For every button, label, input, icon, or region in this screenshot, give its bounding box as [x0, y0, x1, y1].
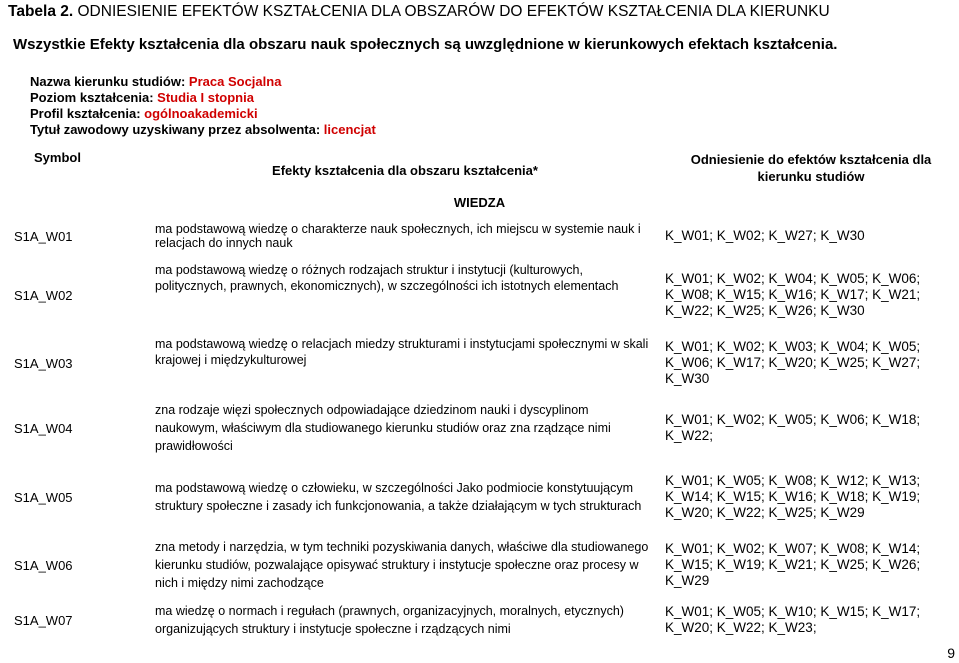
- table-row: [2, 331, 957, 395]
- section-wiedza: WIEDZA: [453, 194, 506, 210]
- meta-value-title: licencjat: [323, 122, 376, 137]
- row-reference: K_W01; K_W05; K_W08; K_W12; K_W13; K_W14; K_W15; K_W16; K_W18; K_W19; K_W20; K_W22; K_W25; K_W29: [665, 473, 921, 520]
- table-title-text: ODNIESIENIE EFEKTÓW KSZTAŁCENIA DLA OBSZARÓW DO EFEKTÓW KSZTAŁCENIA DLA KIERUNKU: [77, 3, 830, 20]
- row-effect: ma podstawową wiedzę o człowieku, w szczególności Jako podmiocie konstytuującym struktury społeczne i zasady ich funkcjonowania, a także działającym w tych strukturach: [155, 481, 642, 513]
- header-effects: Efekty kształcenia dla obszaru kształcenia*: [272, 163, 538, 178]
- row-symbol: S1A_W02: [14, 287, 73, 303]
- table-row: [2, 461, 957, 533]
- table-title-label: Tabela 2.: [8, 3, 74, 20]
- table-row: [2, 213, 957, 259]
- meta-value-level: Studia I stopnia: [157, 90, 254, 105]
- table-row: [2, 259, 957, 331]
- header-symbol: Symbol: [34, 150, 81, 165]
- row-reference: K_W01; K_W02; K_W04; K_W05; K_W06; K_W08; K_W15; K_W16; K_W17; K_W21; K_W22; K_W25; K_W26; K_W30: [665, 271, 921, 318]
- table-header-row: [2, 141, 957, 191]
- row-reference: K_W01; K_W02; K_W07; K_W08; K_W14; K_W15; K_W19; K_W21; K_W25; K_W26; K_W29: [665, 541, 921, 588]
- table-row: [2, 533, 957, 597]
- row-symbol: S1A_W06: [14, 557, 73, 573]
- row-reference: K_W01; K_W02; K_W27; K_W30: [665, 228, 865, 243]
- table-row: [2, 395, 957, 461]
- row-symbol: S1A_W05: [14, 489, 73, 505]
- meta-field-profile: Profil kształcenia: ogólnoakademicki: [30, 106, 258, 121]
- row-reference: K_W01; K_W05; K_W10; K_W15; K_W17; K_W20; K_W22; K_W23;: [665, 604, 921, 635]
- row-effect: ma podstawową wiedzę o różnych rodzajach struktur i instytucji (kulturowych, politycznych, prawnych, ekonomicznych), w szczególności ich istotnych elementach: [155, 263, 619, 293]
- subtitle: Wszystkie Efekty kształcenia dla obszaru nauk społecznych są uwzględnione w kierunkowych efektach kształcenia.: [13, 36, 838, 53]
- row-symbol: S1A_W01: [14, 228, 73, 244]
- section-row: [2, 191, 957, 213]
- row-effect: zna rodzaje więzi społecznych odpowiadające dziedzinom nauki i dyscyplinom naukowym, właściwym dla studiowanego kierunku studiów oraz zna rządzące nimi prawidłowości: [155, 403, 611, 453]
- page-number: 9: [947, 645, 955, 661]
- row-effect: zna metody i narzędzia, w tym techniki pozyskiwania danych, właściwe dla studiowanego kierunku studiów, pozwalające opisywać struktury i instytucje społeczne oraz procesy w nich i między nimi zachodzące: [155, 540, 649, 590]
- row-effect: ma podstawową wiedzę o relacjach miedzy strukturami i instytucjami społecznymi w skali krajowej i międzykulturowej: [155, 337, 649, 367]
- row-reference: K_W01; K_W02; K_W03; K_W04; K_W05; K_W06; K_W17; K_W20; K_W25; K_W27; K_W30: [665, 339, 921, 386]
- meta-field-name: Nazwa kierunku studiów: Praca Socjalna: [30, 74, 282, 89]
- effects-table: [2, 141, 957, 643]
- table-row: [2, 597, 957, 643]
- table-title: [8, 3, 830, 21]
- meta-value-profile: ogólnoakademicki: [144, 106, 258, 121]
- row-effect: ma podstawową wiedzę o charakterze nauk społecznych, ich miejscu w systemie nauk i relacjach do innych nauk: [155, 222, 641, 250]
- meta-field-level: Poziom kształcenia: Studia I stopnia: [30, 90, 254, 105]
- meta-value-name: Praca Socjalna: [188, 74, 282, 89]
- row-symbol: S1A_W03: [14, 355, 73, 371]
- meta-field-title: Tytuł zawodowy uzyskiwany przez absolwenta: licencjat: [30, 122, 376, 137]
- row-reference: K_W01; K_W02; K_W05; K_W06; K_W18; K_W22;: [665, 412, 921, 443]
- row-effect: ma wiedzę o normach i regułach (prawnych, organizacyjnych, moralnych, etycznych) organizujących struktury i instytucje społeczne i rządzących nimi: [155, 604, 624, 636]
- row-symbol: S1A_W04: [14, 420, 73, 436]
- row-symbol: S1A_W07: [14, 612, 73, 628]
- header-reference: Odniesienie do efektów kształcenia dla kierunku studiów: [690, 152, 932, 184]
